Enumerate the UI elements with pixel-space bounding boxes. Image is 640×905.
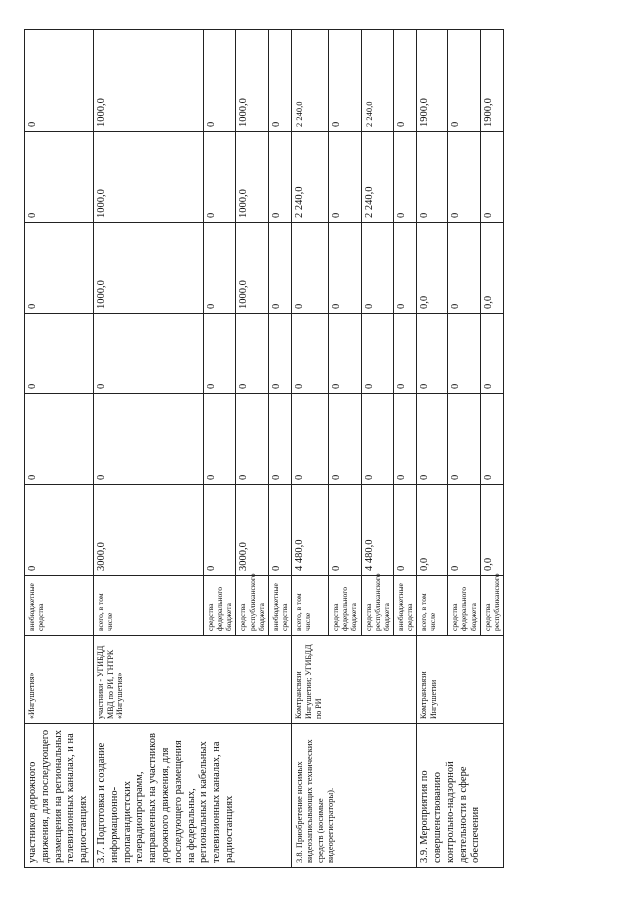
value-cell: 0	[393, 132, 416, 223]
value-cell: 0	[417, 314, 448, 394]
source-cell: внебюджетные средства	[25, 576, 94, 636]
value-cell: 1000,0	[236, 132, 268, 223]
value-cell: 0	[203, 394, 235, 485]
source-cell: средства федерального бюджета	[448, 576, 480, 636]
budget-table	[24, 29, 504, 868]
value-cell: 0	[393, 485, 416, 576]
value-cell: 3000,0	[236, 485, 268, 576]
value-cell: 0	[417, 394, 448, 485]
value-cell: 1000,0	[236, 30, 268, 132]
value-cell: 0	[329, 132, 361, 223]
value-cell: 0,0	[480, 485, 503, 576]
event-cell: 3.8. Приобретение носимых видеозаписывающих технических средств (носимые видеорегистраторы).	[292, 724, 417, 868]
executor-cell: Комтрансвязи Ингушетии	[417, 636, 504, 724]
table-row	[25, 30, 94, 868]
value-cell: 0	[25, 394, 94, 485]
value-cell: 0	[329, 314, 361, 394]
value-cell: 0	[25, 314, 94, 394]
value-cell: 0	[25, 30, 94, 132]
value-cell: 1000,0	[236, 223, 268, 314]
value-cell: 0	[203, 314, 235, 394]
value-cell: 4 480,0	[292, 485, 329, 576]
source-cell: средства республиканского бюджета	[361, 576, 393, 636]
event-cell: участников дорожного движения, для последующего размещения на региональных телевизионных каналах, и на радиостанциях	[25, 724, 94, 868]
value-cell: 0	[268, 132, 291, 223]
value-cell: 0	[93, 314, 203, 394]
value-cell: 0	[203, 223, 235, 314]
table-row	[292, 30, 329, 868]
source-cell: всего, в том числе	[93, 576, 203, 636]
value-cell: 0	[329, 394, 361, 485]
value-cell: 1000,0	[93, 223, 203, 314]
value-cell: 0	[268, 485, 291, 576]
value-cell: 0	[448, 223, 480, 314]
value-cell: 0	[268, 314, 291, 394]
source-cell: всего, в том числе	[292, 576, 329, 636]
value-cell: 0	[448, 132, 480, 223]
value-cell: 2 240,0	[361, 30, 393, 132]
value-cell: 0	[292, 314, 329, 394]
event-cell: 3.9. Мероприятия по совершенствованию контрольно-надзорной деятельности в сфере обеспечения	[417, 724, 504, 868]
value-cell: 0,0	[417, 485, 448, 576]
value-cell: 0	[393, 394, 416, 485]
source-cell: средства республиканского	[480, 576, 503, 636]
value-cell: 0	[448, 314, 480, 394]
value-cell: 0	[393, 30, 416, 132]
value-cell: 0	[361, 314, 393, 394]
value-cell: 0	[292, 223, 329, 314]
value-cell: 1900,0	[417, 30, 448, 132]
value-cell: 0	[361, 394, 393, 485]
table-row	[417, 30, 448, 868]
value-cell: 0	[236, 314, 268, 394]
source-cell: средства республиканского бюджета	[236, 576, 268, 636]
value-cell: 0	[93, 394, 203, 485]
value-cell: 0	[393, 314, 416, 394]
value-cell: 0	[480, 394, 503, 485]
value-cell: 0	[292, 394, 329, 485]
source-cell: внебюджетные средства	[268, 576, 291, 636]
table-row	[93, 30, 203, 868]
executor-cell: Комтрансвязи Ингушетии; УГИБДД по РИ	[292, 636, 417, 724]
value-cell: 0	[329, 30, 361, 132]
value-cell: 4 480,0	[361, 485, 393, 576]
value-cell: 2 240,0	[292, 30, 329, 132]
source-cell: внебюджетные средства	[393, 576, 416, 636]
value-cell: 0	[203, 30, 235, 132]
value-cell: 1900,0	[480, 30, 503, 132]
value-cell: 0	[25, 223, 94, 314]
value-cell: 0	[203, 485, 235, 576]
value-cell: 2 240,0	[361, 132, 393, 223]
value-cell: 0	[417, 132, 448, 223]
value-cell: 0	[25, 132, 94, 223]
executor-cell: участники - УГИБДД МВД по РИ, ГНТРК «Ингушетия»	[93, 636, 291, 724]
value-cell: 0	[203, 132, 235, 223]
value-cell: 0	[361, 223, 393, 314]
value-cell: 0	[268, 223, 291, 314]
value-cell: 1000,0	[93, 132, 203, 223]
value-cell: 0,0	[417, 223, 448, 314]
source-cell: всего, в том числе	[417, 576, 448, 636]
value-cell: 0	[480, 314, 503, 394]
value-cell: 0,0	[480, 223, 503, 314]
value-cell: 0	[480, 132, 503, 223]
source-cell: средства федерального бюджета	[203, 576, 235, 636]
value-cell: 0	[329, 223, 361, 314]
event-cell: 3.7. Подготовка и создание информационно-пропагандистских телерадиопрограмм, направленных на участников дорожного движения, для последующего размещения на федеральных, региональных и кабельных телевизионных каналах, на радиостанциях	[93, 724, 291, 868]
source-cell: средства федерального бюджета	[329, 576, 361, 636]
value-cell: 2 240,0	[292, 132, 329, 223]
value-cell: 3000,0	[93, 485, 203, 576]
value-cell: 0	[448, 30, 480, 132]
value-cell: 0	[236, 394, 268, 485]
value-cell: 0	[448, 394, 480, 485]
value-cell: 0	[25, 485, 94, 576]
value-cell: 0	[393, 223, 416, 314]
value-cell: 0	[448, 485, 480, 576]
value-cell: 0	[268, 394, 291, 485]
value-cell: 1000,0	[93, 30, 203, 132]
value-cell: 0	[268, 30, 291, 132]
rotated-page	[24, 30, 617, 868]
executor-cell: «Ингушетия»	[25, 636, 94, 724]
value-cell: 0	[329, 485, 361, 576]
